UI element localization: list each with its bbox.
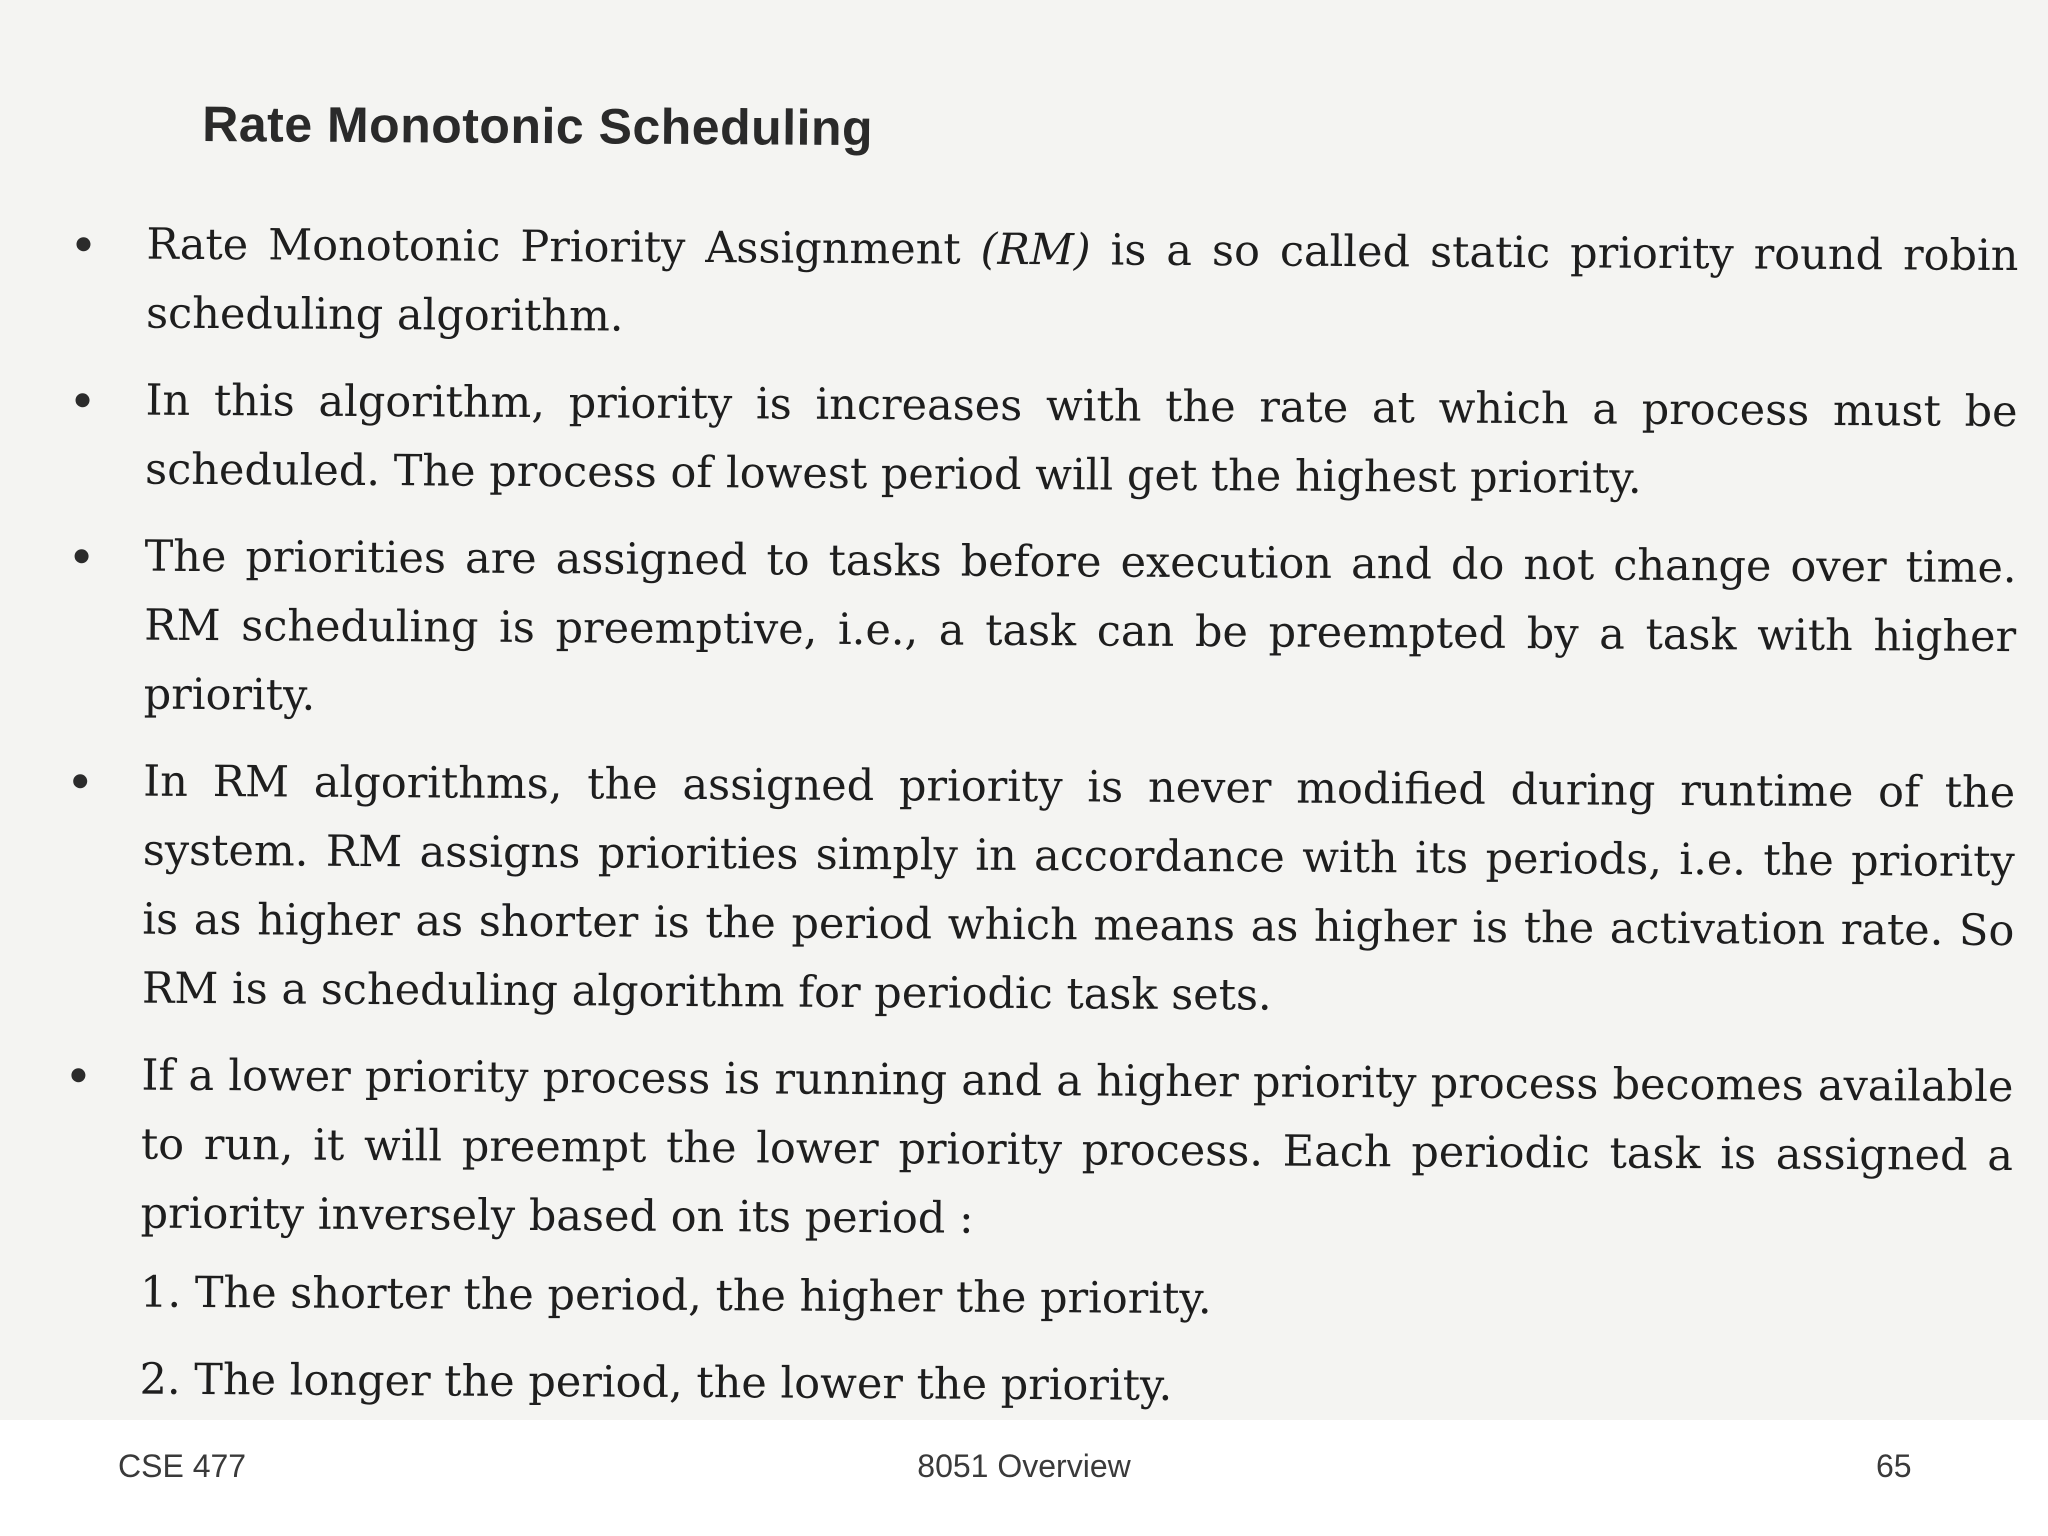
bullet-dot-icon <box>73 774 87 788</box>
numbered-item: 2. The longer the period, the lower the priority. <box>139 1354 1173 1411</box>
bullet-text: In RM algorithms, the assigned priority is never modified during runtime of the system. RM assigns priorities simply in accordance with its periods, i.e. the priority is as higher as shorter is the period which means as higher is the activation rate. So RM is a scheduling algorithm for periodic task sets. <box>141 756 2016 1021</box>
numbered-list <box>139 1259 2012 1420</box>
bullet-item <box>67 366 2018 516</box>
bullet-item <box>68 210 2019 360</box>
numbered-item: 1. The shorter the period, the higher the priority. <box>139 1267 1212 1325</box>
bullet-item <box>61 1041 2013 1420</box>
bullet-dot-icon <box>75 393 89 407</box>
bullet-list <box>61 210 2018 1420</box>
bullet-item <box>66 522 2017 741</box>
rm-abbreviation: (RM) <box>980 224 1091 276</box>
footer-course: CSE 477 <box>118 1448 247 1484</box>
bullet-text: Rate Monotonic Priority Assignment (RM) is a so called static priority round robin scheduling algorithm. <box>145 219 2019 342</box>
footer-deck-title: 8051 Overview <box>917 1448 1131 1484</box>
slide-title: Rate Monotonic Scheduling <box>202 95 874 157</box>
bullet-text: In this algorithm, priority is increases with the rate at which a process must be scheduled. The process of lowest period will get the highest priority. <box>144 375 2018 504</box>
bullet-dot-icon <box>71 1068 85 1082</box>
bullet-dot-icon <box>75 549 89 563</box>
bullet-dot-icon <box>76 237 90 251</box>
bullet-text: If a lower priority process is running and a higher priority process becomes available to run, it will preempt the lower priority process. Each periodic task is assigned a priority inversely based on its period : <box>140 1050 2014 1244</box>
bullet-text: The priorities are assigned to tasks before execution and do not change over time. RM scheduling is preemptive, i.e., a task can be preempted by a task with higher priority. <box>143 531 2017 721</box>
bullet-item <box>64 747 2016 1035</box>
footer-page-number: 65 <box>1876 1448 1912 1484</box>
